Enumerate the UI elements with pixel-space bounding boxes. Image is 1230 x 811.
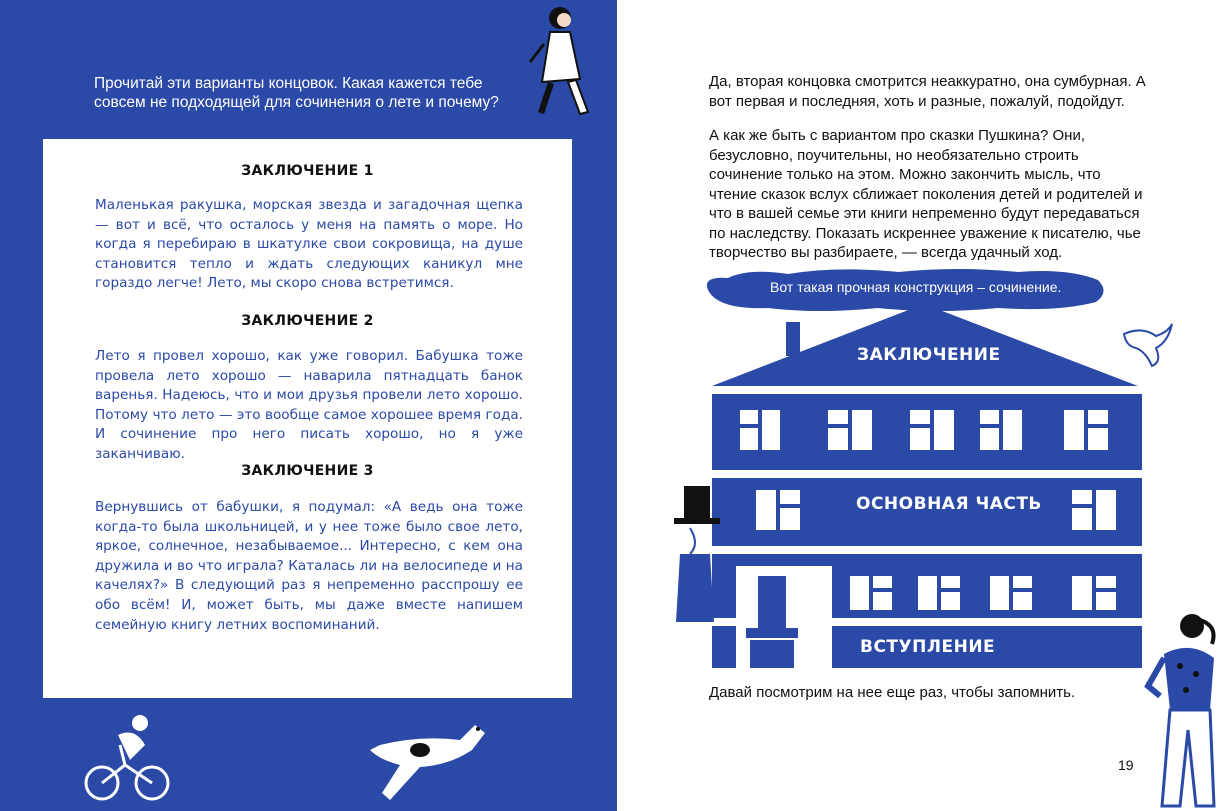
house-middle-label: ОСНОВНАЯ ЧАСТЬ: [856, 494, 1042, 514]
conclusion-2-text: Лето я провел хорошо, как уже говорил. Бабушка тоже провела лето хорошо — наварила пятнадцать банок варенья. Надеюсь, что и мои друзья провели лето хорошо. Потому что лето — это вообще самое хорошее время года. И сочинение про него писать хорошо, но я уже заканчиваю.: [95, 348, 523, 462]
footer-text: Давай посмотрим на нее еще раз, чтобы запомнить.: [709, 684, 1076, 701]
bird-illustration: [1122, 322, 1174, 368]
cyclist-illustration: [80, 705, 180, 805]
conclusion-2-heading: ЗАКЛЮЧЕНИЕ 2: [241, 313, 374, 329]
standing-girl-illustration: [1140, 610, 1226, 810]
top-hat-man-illustration: [670, 484, 730, 624]
house-bottom-label: ВСТУПЛЕНИЕ: [860, 637, 996, 657]
conclusions-card: [43, 139, 572, 698]
right-paragraph-1: Да, вторая концовка смотрится неаккуратно, она сумбурная. А вот первая и последняя, хоть и разные, пожалуй, подойдут.: [709, 73, 1146, 110]
conclusion-3-heading: ЗАКЛЮЧЕНИЕ 3: [241, 463, 374, 479]
prompt-text: Прочитай эти варианты концовок. Какая кажется тебе совсем не подходящей для сочинения о лете и почему?: [94, 75, 499, 111]
house-roof-label: ЗАКЛЮЧЕНИЕ: [857, 345, 1001, 365]
conclusion-1-text: Маленькая ракушка, морская звезда и загадочная щепка — вот и всё, что осталось у меня на память о море. Но когда я перебираю в шкатулке свои сокровища, на душе становится тепло и ждать следующих каникул мне гораздо легче! Лето, мы скоро снова встретимся.: [95, 197, 523, 292]
page-number: 19: [1118, 757, 1134, 773]
conclusion-1-heading: ЗАКЛЮЧЕНИЕ 1: [241, 163, 374, 179]
right-paragraph-2: А как же быть с вариантом про сказки Пушкина? Они, безусловно, поучительны, но необязательно строить сочинение только на этом. Можно закончить мысль, что чтение сказок вслух сближает поколения детей и родителей и что в вашей семье эти книги непременно будут передаваться по наследству. Показать искреннее уважение к писателю, чье творчество вы разбираете, — всегда удачный ход.: [709, 127, 1143, 261]
dog-illustration: [360, 705, 500, 805]
walking-girl-illustration: [520, 4, 600, 124]
cloud-caption: Вот такая прочная конструкция – сочинение.: [770, 279, 1062, 295]
conclusion-3-text: Вернувшись от бабушки, я подумал: «А ведь она тоже когда-то была школьницей, и у нее тоже было свое лето, яркое, солнечное, незабываемое... Интересно, с кем она дружила и во что играла? Каталась ли на велосипеде и на качелях?» В следующий раз я непременно расспрошу ее обо всём! И, может быть, мы даже вместе напишем семейную книгу летних воспоминаний.: [95, 499, 523, 633]
